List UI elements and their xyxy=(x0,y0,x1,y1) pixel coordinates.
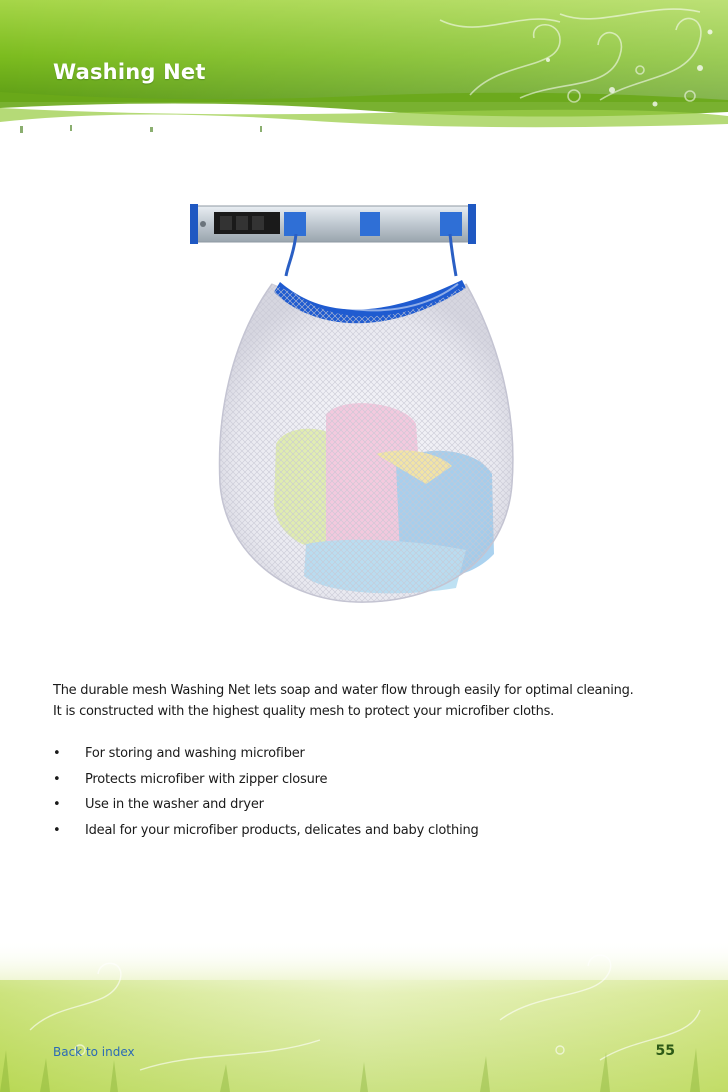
page-title: Washing Net xyxy=(53,60,206,84)
description-line-2: It is constructed with the highest quality mesh to protect your microfiber cloths. xyxy=(53,704,555,719)
wall-rail xyxy=(190,204,476,244)
footer-grass-banner xyxy=(0,940,728,1092)
page-footer xyxy=(0,940,728,1092)
feature-text: For storing and washing microfiber xyxy=(85,746,305,761)
back-to-index-link[interactable]: Back to index xyxy=(53,1045,135,1059)
bullet: • xyxy=(53,746,61,761)
description-line-1: The durable mesh Washing Net lets soap and water flow through easily for optimal cleaning. xyxy=(53,683,634,698)
bullet: • xyxy=(53,797,61,812)
bullet: • xyxy=(53,771,61,787)
feature-text: Use in the washer and dryer xyxy=(85,797,264,812)
feature-text: Protects microfiber with zipper closure xyxy=(85,771,328,787)
washing-net-illustration xyxy=(176,184,524,616)
page-number: 55 xyxy=(655,1043,675,1059)
page-header xyxy=(0,0,728,135)
bullet: • xyxy=(53,822,61,838)
product-description xyxy=(53,680,703,722)
feature-text: Ideal for your microfiber products, delicates and baby clothing xyxy=(85,822,479,838)
washing-net-image xyxy=(176,184,524,616)
